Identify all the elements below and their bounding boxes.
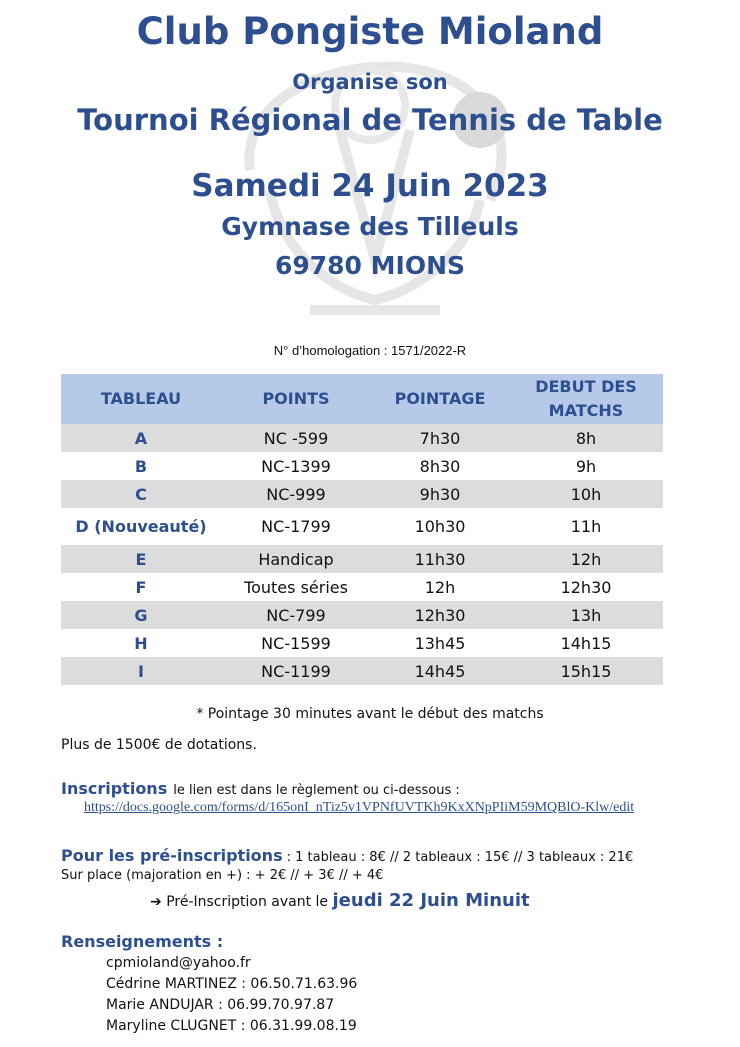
inscription-form-link[interactable]: https://docs.google.com/forms/d/165onI_nTiz5v1VPNfUVTKh9KxXNpPIiM59MQBlO-Klw/edit xyxy=(84,800,635,815)
table-row xyxy=(61,629,663,657)
cell-debut: 12h xyxy=(509,545,663,573)
cell-debut: 12h30 xyxy=(560,577,612,597)
dotations-text: Plus de 1500€ de dotations. xyxy=(61,737,257,753)
event-date: Samedi 24 Juin 2023 xyxy=(191,168,549,204)
cell-debut: 14h15 xyxy=(560,633,612,653)
cell-tableau: C xyxy=(61,480,221,508)
header-debut: DEBUT DES MATCHS xyxy=(509,374,663,424)
cell-debut: 15h15 xyxy=(509,657,663,685)
inscriptions-text: le lien est dans le règlement ou ci-dessous : xyxy=(173,783,460,798)
homologation-line xyxy=(0,343,740,358)
cell-debut: 8h xyxy=(509,424,663,452)
cell-tableau: F xyxy=(135,577,147,597)
cell-points: NC-999 xyxy=(221,480,371,508)
cell-points: NC-1799 xyxy=(261,517,331,536)
table-row xyxy=(61,657,663,685)
organise-subtitle: Organise son xyxy=(292,70,448,94)
renseignements-label: Renseignements : xyxy=(61,932,224,951)
cell-points: Toutes séries xyxy=(244,577,348,597)
table-row xyxy=(61,573,663,601)
cell-tableau: E xyxy=(61,545,221,573)
cell-tableau: I xyxy=(61,657,221,685)
surplace-prices: Sur place (majoration en +) : + 2€ // + 3€ // + 4€ xyxy=(61,868,384,883)
cell-points: NC-1199 xyxy=(221,657,371,685)
club-title: Club Pongiste Mioland xyxy=(136,10,604,53)
table-row xyxy=(61,424,663,452)
table-row xyxy=(61,452,663,480)
right-arrow-icon: ➔ xyxy=(150,894,162,910)
contact-phone: Cédrine MARTINEZ : 06.50.71.63.96 xyxy=(106,976,358,992)
cell-pointage: 11h30 xyxy=(371,545,509,573)
cell-pointage: 7h30 xyxy=(371,424,509,452)
cell-pointage: 13h45 xyxy=(414,633,466,653)
table-row xyxy=(61,480,663,508)
pointage-note: * Pointage 30 minutes avant le début des matchs xyxy=(196,706,544,722)
contact-phone: Maryline CLUGNET : 06.31.99.08.19 xyxy=(106,1018,357,1034)
schedule-table xyxy=(61,374,663,685)
cell-debut: 9h xyxy=(575,456,597,476)
cell-pointage: 12h30 xyxy=(371,601,509,629)
cell-points: NC-799 xyxy=(221,601,371,629)
contact-email: cpmioland@yahoo.fr xyxy=(106,955,251,971)
cell-pointage: 8h30 xyxy=(419,456,461,476)
cell-pointage: 9h30 xyxy=(371,480,509,508)
homologation-label: N° d’homologation : xyxy=(273,343,388,358)
venue-name: Gymnase des Tilleuls xyxy=(221,212,519,241)
header-points: POINTS xyxy=(221,374,371,424)
deadline-prefix: Pré-Inscription avant le xyxy=(166,894,329,910)
preinscriptions-line xyxy=(61,846,633,865)
homologation-value: 1571/2022-R xyxy=(391,343,467,358)
venue-city: 69780 MIONS xyxy=(274,251,466,280)
deadline-line xyxy=(150,890,530,911)
inscriptions-line xyxy=(61,779,460,798)
tournament-title: Tournoi Régional de Tennis de Table xyxy=(77,103,663,137)
table-header-row xyxy=(61,374,663,424)
cell-points: NC-1399 xyxy=(261,456,331,476)
cell-debut: 13h xyxy=(509,601,663,629)
cell-points: Handicap xyxy=(221,545,371,573)
deadline-date: jeudi 22 Juin Minuit xyxy=(332,890,530,911)
table-row xyxy=(61,601,663,629)
cell-pointage: 10h30 xyxy=(414,517,466,536)
cell-tableau: B xyxy=(134,456,148,476)
header-tableau: TABLEAU xyxy=(61,374,221,424)
cell-points: NC-1599 xyxy=(261,633,331,653)
inscriptions-label: Inscriptions xyxy=(61,779,168,798)
cell-debut: 10h xyxy=(509,480,663,508)
cell-tableau: G xyxy=(61,601,221,629)
table-row xyxy=(61,508,663,545)
contact-phone: Marie ANDUJAR : 06.99.70.97.87 xyxy=(106,997,335,1013)
cell-tableau: D (Nouveauté) xyxy=(75,517,207,536)
cell-tableau: H xyxy=(134,633,148,653)
cell-pointage: 14h45 xyxy=(371,657,509,685)
table-row xyxy=(61,545,663,573)
preinscriptions-label: Pour les pré-inscriptions xyxy=(61,846,283,865)
cell-points: NC -599 xyxy=(221,424,371,452)
preinscriptions-prices: : 1 tableau : 8€ // 2 tableaux : 15€ // 3 tableaux : 21€ xyxy=(286,850,634,865)
header-pointage: POINTAGE xyxy=(371,374,509,424)
cell-tableau: A xyxy=(61,424,221,452)
cell-debut: 11h xyxy=(570,517,602,536)
cell-pointage: 12h xyxy=(424,577,456,597)
